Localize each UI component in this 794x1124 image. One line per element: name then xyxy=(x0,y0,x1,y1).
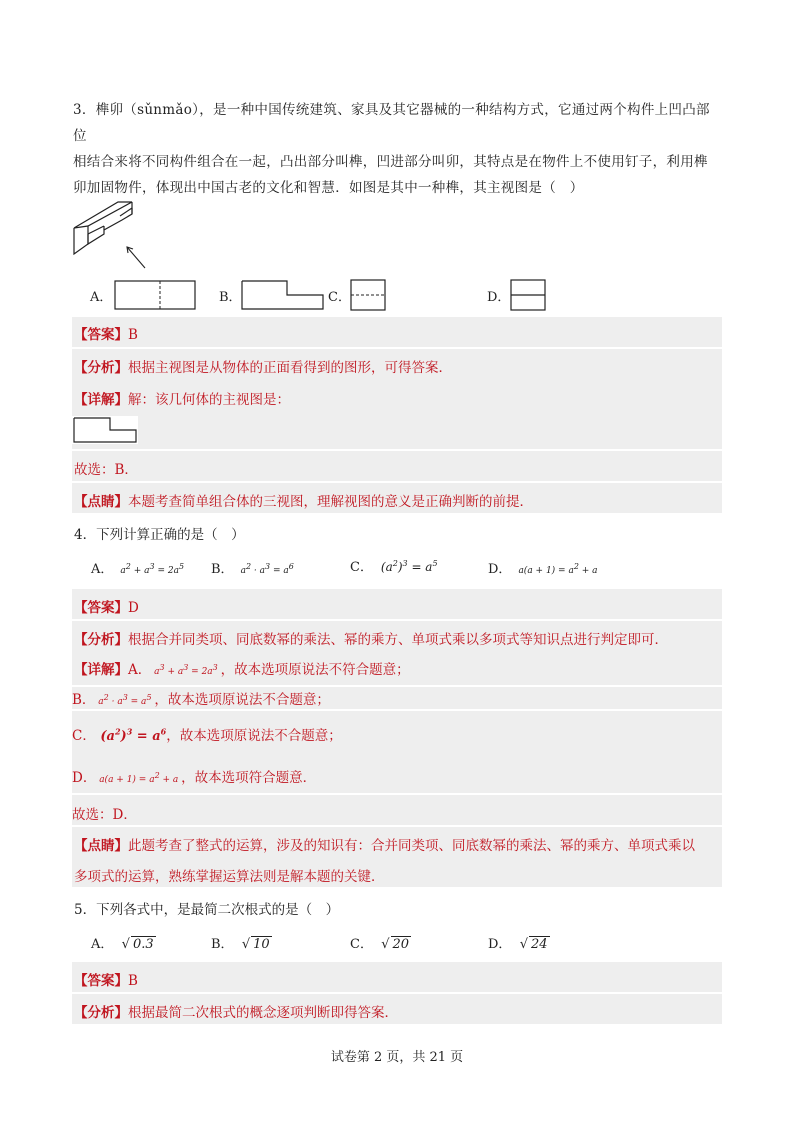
q5-option-b-label: B． xyxy=(211,937,234,952)
q4-detail-tag: 【详解】 xyxy=(74,662,128,678)
q3-text-line2: 相结合来将不同构件组合在一起，凸出部分叫榫，凹进部分叫卯，其特点是在物件上不使用钉子，利用榫 xyxy=(73,154,708,170)
q4-comment-tag: 【点睛】 xyxy=(74,838,128,854)
q4-option-b-expr: $a^2 \cdot a^3 = a^6$ xyxy=(237,562,294,576)
q4-option-d[interactable] xyxy=(488,558,598,577)
q4-detail-a-prefix: A． xyxy=(128,662,152,678)
q5-option-c-root: √ 20 xyxy=(377,937,410,952)
q3-option-c[interactable] xyxy=(328,286,351,305)
q3-option-d[interactable] xyxy=(487,286,510,305)
q4-detail-b-suffix: ，故本选项原说法不合题意； xyxy=(154,692,330,708)
q3-text xyxy=(73,97,723,201)
q5-option-d-label: D． xyxy=(488,937,512,952)
q4-choose: 故选：D． xyxy=(72,807,137,823)
q4-detail-c-expr: $(a^2)^3 = a^6$ xyxy=(95,726,167,744)
q4-detail-d-suffix: ，故本选项符合题意． xyxy=(181,770,317,786)
q4-option-d-label: D． xyxy=(488,562,512,577)
q4-option-a-expr: $a^2 + a^3 = 2a^5$ xyxy=(117,562,185,576)
q4-detail-d xyxy=(72,766,316,786)
q3-answer-value: B xyxy=(128,327,138,343)
q3-option-d-figure xyxy=(510,279,546,311)
q3-option-b-label: B． xyxy=(219,290,242,305)
q3-option-d-label: D． xyxy=(487,290,511,305)
q4-detail-b xyxy=(72,688,330,708)
q4-option-c-label: C． xyxy=(350,560,373,575)
q3-analysis-text: 根据主视图是从物体的正面看得到的图形，可得答案． xyxy=(128,360,452,376)
q4-option-d-expr: $a(a + 1) = a^2 + a$ xyxy=(515,562,598,576)
q4-analysis-text: 根据合并同类项、同底数幂的乘法、幂的乘方、单项式乘以多项式等知识点进行判定即可． xyxy=(128,632,668,648)
q4-detail-b-prefix: B． xyxy=(72,692,96,708)
q4-detail-a-expr: $a^3 + a^3 = 2a^3$ xyxy=(151,663,218,677)
q4-title: 4．下列计算正确的是（ ） xyxy=(74,527,245,543)
q4-detail-d-expr: $a(a + 1) = a^2 + a$ xyxy=(96,771,182,785)
q3-choose: 故选：B． xyxy=(74,462,138,478)
q3-comment-text: 本题考查简单组合体的三视图，理解视图的意义是正确判断的前提． xyxy=(128,494,533,510)
q3-analysis-tag: 【分析】 xyxy=(74,360,128,376)
q4-detail-a-suffix: ，故本选项原说法不符合题意； xyxy=(220,662,410,678)
q4-answer-tag: 【答案】 xyxy=(74,600,128,616)
q3-detail xyxy=(74,388,290,408)
q4-option-b-label: B． xyxy=(211,562,234,577)
q5-analysis xyxy=(74,1001,398,1021)
q3-answer xyxy=(74,323,138,343)
q3-detail-text: 解：该几何体的主视图是： xyxy=(128,392,290,408)
q5-option-a-label: A． xyxy=(91,937,114,952)
q3-text-line1: 3．榫卯（sǔnmǎo），是一种中国传统建筑、家具及其它器械的一种结构方式，它通过两个构件上凹凸部位 xyxy=(73,102,710,144)
q4-detail-c xyxy=(72,724,342,744)
q3-comment-tag: 【点睛】 xyxy=(74,494,128,510)
q4-choose-band xyxy=(72,795,722,825)
q3-option-b-figure xyxy=(241,280,325,310)
q4-detail-c-suffix: ，故本选项原说法不合题意； xyxy=(166,728,342,744)
q5-analysis-tag: 【分析】 xyxy=(74,1005,128,1021)
q5-option-a-value: 0.3 xyxy=(132,937,154,952)
q4-detail-b-expr: $a^2 \cdot a^3 = a^5$ xyxy=(95,693,152,707)
q3-text-line3: 卯加固物件，体现出中国古老的文化和智慧．如图是其中一种榫，其主视图是（ ） xyxy=(73,180,584,196)
q4-detail-d-prefix: D． xyxy=(72,770,97,786)
q5-option-b-value: 10 xyxy=(253,937,270,952)
q4-option-a[interactable] xyxy=(91,558,184,577)
q3-option-a-figure xyxy=(114,280,196,310)
q5-option-c-label: C． xyxy=(350,937,373,952)
q4-option-b[interactable] xyxy=(211,558,294,577)
q4-option-c[interactable] xyxy=(350,556,438,575)
q5-answer-tag: 【答案】 xyxy=(74,973,128,989)
q3-answer-band xyxy=(72,317,722,347)
q3-option-c-label: C． xyxy=(328,290,351,305)
q5-option-d-root: √ 24 xyxy=(515,937,548,952)
q5-answer xyxy=(74,969,138,989)
q3-option-a[interactable] xyxy=(90,286,112,305)
q5-answer-value: B xyxy=(128,973,138,989)
q4-comment-line1 xyxy=(74,834,695,854)
q3-option-c-figure xyxy=(350,279,386,311)
q5-option-c[interactable] xyxy=(350,933,411,952)
q3-answer-tag: 【答案】 xyxy=(74,327,128,343)
q5-option-c-value: 20 xyxy=(392,937,410,952)
q3-analysis xyxy=(74,356,452,376)
q5-option-a-root: √ 0.3 xyxy=(117,937,154,952)
q4-detail-a xyxy=(74,658,410,678)
q4-analysis-tag: 【分析】 xyxy=(74,632,128,648)
q5-answer-band xyxy=(72,962,722,992)
q4-comment-line2: 多项式的运算，熟练掌握运算法则是解本题的关键． xyxy=(74,869,385,885)
q4-answer-value: D xyxy=(128,600,139,616)
q4-option-a-label: A． xyxy=(91,562,114,577)
q3-option-b[interactable] xyxy=(219,286,242,305)
q4-comment-text1: 此题考查了整式的运算，涉及的知识有：合并同类项、同底数幂的乘法、幂的乘方、单项式乘以 xyxy=(128,838,695,854)
q5-option-b[interactable] xyxy=(211,933,272,952)
q5-option-d[interactable] xyxy=(488,933,550,952)
q5-option-b-root: √ 10 xyxy=(237,937,270,952)
page-footer: 试卷第 2 页，共 21 页 xyxy=(330,1050,464,1065)
q3-detail-figure xyxy=(72,416,138,444)
q5-title: 5．下列各式中，是最简二次根式的是（ ） xyxy=(74,902,340,918)
q5-analysis-text: 根据最简二次根式的概念逐项判断即得答案． xyxy=(128,1005,398,1021)
q5-option-a[interactable] xyxy=(91,933,156,952)
q4-detail-c-prefix: C． xyxy=(72,728,96,744)
q4-analysis xyxy=(74,628,668,648)
q4-option-c-expr: $(a^2)^3 = a^5$ xyxy=(377,559,438,574)
q3-option-a-label: A． xyxy=(90,290,113,305)
q5-option-d-value: 24 xyxy=(531,937,548,952)
tenon-3d-figure xyxy=(70,196,160,272)
q3-comment xyxy=(74,490,533,510)
q4-answer-band xyxy=(72,589,722,619)
q4-answer xyxy=(74,596,139,616)
q3-choose-band xyxy=(72,451,722,481)
q3-detail-tag: 【详解】 xyxy=(74,392,128,408)
